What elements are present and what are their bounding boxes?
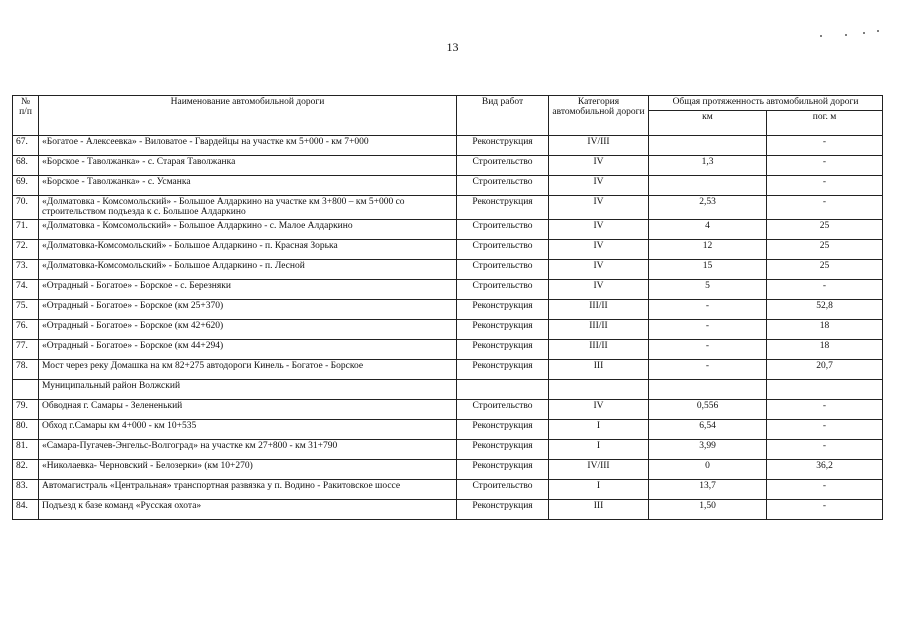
cell-m: -	[767, 480, 883, 500]
cell-name: «Отрадный - Богатое» - Борское (км 44+294)	[39, 340, 457, 360]
cell-name: «Долматовка - Комсомольский» - Большое Алдаркино на участке км 3+800 – км 5+000 со строительством подъезда к с. Большое Алдаркино	[39, 196, 457, 220]
cell-m: -	[767, 196, 883, 220]
cell-name: «Отрадный - Богатое» - Борское - с. Березняки	[39, 280, 457, 300]
cell-name: «Николаевка- Черновский - Белозерки» (км 10+270)	[39, 460, 457, 480]
cell-work: Реконструкция	[457, 500, 549, 520]
cell-category: IV	[549, 240, 649, 260]
table-row	[13, 440, 883, 460]
cell-num: 72.	[13, 240, 39, 260]
cell-m: 36,2	[767, 460, 883, 480]
cell-category: III/II	[549, 320, 649, 340]
cell-work: Строительство	[457, 220, 549, 240]
cell-name: Автомагистраль «Центральная» транспортная развязка у п. Водино - Ракитовское шоссе	[39, 480, 457, 500]
table-row	[13, 280, 883, 300]
cell-work: Реконструкция	[457, 420, 549, 440]
cell-category: I	[549, 440, 649, 460]
cell-km: 2,53	[649, 196, 767, 220]
table-row	[13, 136, 883, 156]
cell-name: Подъезд к базе команд «Русская охота»	[39, 500, 457, 520]
cell-work: Строительство	[457, 260, 549, 280]
table-row	[13, 320, 883, 340]
cell-m: 25	[767, 240, 883, 260]
cell-km: 1,50	[649, 500, 767, 520]
cell-category: IV	[549, 280, 649, 300]
cell-name: Мост через реку Домашка на км 82+275 автодороги Кинель - Богатое - Борское	[39, 360, 457, 380]
cell-m: -	[767, 136, 883, 156]
cell-category: I	[549, 480, 649, 500]
cell-name: Муниципальный район Волжский	[39, 380, 457, 400]
cell-m: 25	[767, 260, 883, 280]
cell-name: «Борское - Таволжанка» - с. Усманка	[39, 176, 457, 196]
cell-num: 76.	[13, 320, 39, 340]
cell-name: «Отрадный - Богатое» - Борское (км 42+620)	[39, 320, 457, 340]
cell-m: -	[767, 176, 883, 196]
cell-km: 0,556	[649, 400, 767, 420]
cell-m: 18	[767, 320, 883, 340]
cell-category	[549, 380, 649, 400]
cell-num: 68.	[13, 156, 39, 176]
cell-km: 1,3	[649, 156, 767, 176]
header-num: № п/п	[13, 96, 39, 136]
cell-km: 6,54	[649, 420, 767, 440]
cell-num: 70.	[13, 196, 39, 220]
cell-km: -	[649, 300, 767, 320]
cell-num: 73.	[13, 260, 39, 280]
table-row	[13, 480, 883, 500]
cell-category: IV/III	[549, 460, 649, 480]
cell-category: III/II	[549, 340, 649, 360]
cell-name: «Самара-Пугачев-Энгельс-Волгоград» на участке км 27+800 - км 31+790	[39, 440, 457, 460]
table-row	[13, 420, 883, 440]
cell-km: 15	[649, 260, 767, 280]
cell-work: Строительство	[457, 280, 549, 300]
cell-num: 81.	[13, 440, 39, 460]
cell-num: 82.	[13, 460, 39, 480]
cell-km	[649, 136, 767, 156]
cell-num: 84.	[13, 500, 39, 520]
cell-km: 13,7	[649, 480, 767, 500]
cell-work: Строительство	[457, 400, 549, 420]
cell-category: IV	[549, 260, 649, 280]
cell-work: Строительство	[457, 156, 549, 176]
cell-category: IV/III	[549, 136, 649, 156]
cell-num: 79.	[13, 400, 39, 420]
cell-km: 12	[649, 240, 767, 260]
cell-num: 77.	[13, 340, 39, 360]
table-row	[13, 400, 883, 420]
cell-name: Обводная г. Самары - Зелененький	[39, 400, 457, 420]
roads-table	[12, 95, 883, 520]
table-row	[13, 460, 883, 480]
cell-work: Строительство	[457, 240, 549, 260]
table-row	[13, 360, 883, 380]
cell-m: -	[767, 280, 883, 300]
cell-km: -	[649, 360, 767, 380]
table-row	[13, 176, 883, 196]
cell-m: 18	[767, 340, 883, 360]
table-row	[13, 156, 883, 176]
cell-km: 0	[649, 460, 767, 480]
cell-work: Реконструкция	[457, 320, 549, 340]
cell-category: IV	[549, 196, 649, 220]
header-length-group: Общая протяженность автомобильной дороги	[649, 96, 883, 111]
cell-km	[649, 176, 767, 196]
cell-category: III	[549, 360, 649, 380]
cell-category: III	[549, 500, 649, 520]
cell-category: IV	[549, 176, 649, 196]
cell-km: 4	[649, 220, 767, 240]
cell-num: 67.	[13, 136, 39, 156]
table-row	[13, 500, 883, 520]
table-row	[13, 380, 883, 400]
cell-work: Реконструкция	[457, 136, 549, 156]
cell-km: 5	[649, 280, 767, 300]
cell-category: IV	[549, 400, 649, 420]
cell-name: Обход г.Самары км 4+000 - км 10+535	[39, 420, 457, 440]
cell-num: 78.	[13, 360, 39, 380]
header-work: Вид работ	[457, 96, 549, 136]
table-row	[13, 196, 883, 220]
cell-m: -	[767, 440, 883, 460]
cell-m: 20,7	[767, 360, 883, 380]
cell-num: 71.	[13, 220, 39, 240]
cell-category: III/II	[549, 300, 649, 320]
cell-m	[767, 380, 883, 400]
header-m: пог. м	[767, 111, 883, 136]
cell-num: 75.	[13, 300, 39, 320]
table-row	[13, 260, 883, 280]
cell-num	[13, 380, 39, 400]
cell-num: 74.	[13, 280, 39, 300]
cell-name: «Отрадный - Богатое» - Борское (км 25+370)	[39, 300, 457, 320]
cell-work: Реконструкция	[457, 196, 549, 220]
table-row	[13, 220, 883, 240]
cell-work: Реконструкция	[457, 300, 549, 320]
cell-work: Реконструкция	[457, 340, 549, 360]
cell-work	[457, 380, 549, 400]
header-km: км	[649, 111, 767, 136]
cell-m: -	[767, 400, 883, 420]
cell-name: «Богатое - Алексеевка» - Виловатое - Гвардейцы на участке км 5+000 - км 7+000	[39, 136, 457, 156]
cell-category: IV	[549, 220, 649, 240]
cell-num: 83.	[13, 480, 39, 500]
cell-work: Реконструкция	[457, 440, 549, 460]
cell-num: 80.	[13, 420, 39, 440]
cell-m: 52,8	[767, 300, 883, 320]
cell-work: Реконструкция	[457, 460, 549, 480]
cell-work: Строительство	[457, 480, 549, 500]
table-row	[13, 240, 883, 260]
cell-km	[649, 380, 767, 400]
cell-name: «Долматовка-Комсомольский» - Большое Алдаркино - п. Лесной	[39, 260, 457, 280]
cell-category: IV	[549, 156, 649, 176]
scan-specks	[815, 30, 885, 40]
cell-m: -	[767, 500, 883, 520]
page-number: 13	[446, 40, 459, 54]
table-row	[13, 340, 883, 360]
cell-category: I	[549, 420, 649, 440]
cell-km: -	[649, 320, 767, 340]
cell-m: 25	[767, 220, 883, 240]
cell-m: -	[767, 420, 883, 440]
table-row	[13, 300, 883, 320]
cell-num: 69.	[13, 176, 39, 196]
cell-work: Строительство	[457, 176, 549, 196]
cell-km: 3,99	[649, 440, 767, 460]
cell-name: «Долматовка - Комсомольский» - Большое Алдаркино - с. Малое Алдаркино	[39, 220, 457, 240]
cell-name: «Долматовка-Комсомольский» - Большое Алдаркино - п. Красная Зорька	[39, 240, 457, 260]
cell-m: -	[767, 156, 883, 176]
cell-work: Реконструкция	[457, 360, 549, 380]
header-category: Категория автомобильной дороги	[549, 96, 649, 136]
header-name: Наименование автомобильной дороги	[39, 96, 457, 136]
cell-km: -	[649, 340, 767, 360]
cell-name: «Борское - Таволжанка» - с. Старая Таволжанка	[39, 156, 457, 176]
